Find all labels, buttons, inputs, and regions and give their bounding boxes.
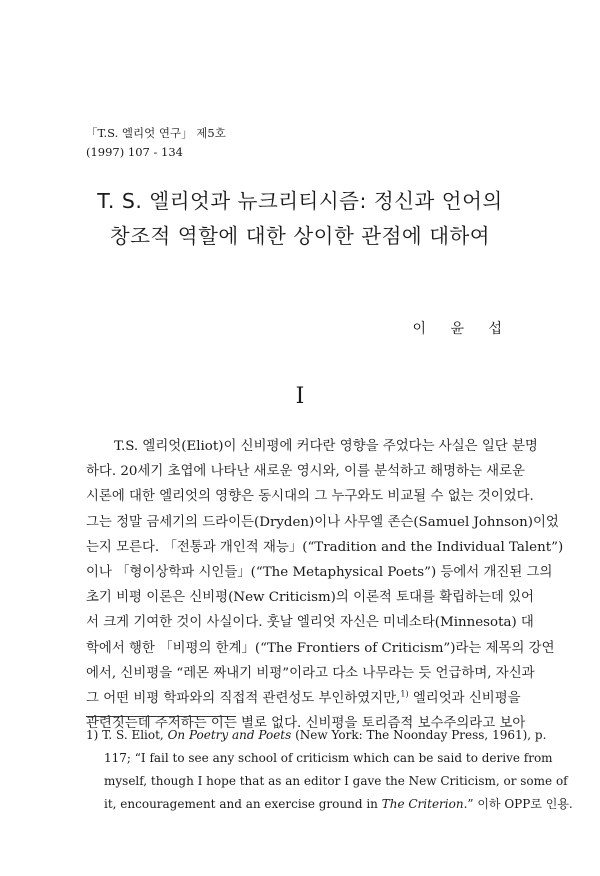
footnote-citation-note: .” 이하 OPP로 인용. (463, 797, 573, 811)
body-line: 서 크게 기여한 것이 사실이다. 훗날 엘리엇 자신은 미네소타(Minnesota) 대 (86, 615, 534, 631)
body-line: 에서, 신비평을 “레몬 짜내기 비평”이라고 다소 나무라는 듯 언급하며, 자신과 (86, 665, 535, 681)
footnote-quote-end: it, encouragement and an exercise ground in (104, 797, 382, 811)
footnote-divider (86, 716, 236, 717)
footnote-line-4 (86, 793, 573, 816)
footnote-marker[interactable]: 1) (400, 689, 409, 699)
journal-header (86, 124, 226, 162)
author-name: 이 윤 섭 (412, 321, 512, 337)
body-line: 시론에 대한 엘리엇의 영향은 동시대의 그 누구와도 비교될 수 없는 것이었다. (86, 489, 534, 505)
body-line-tail: 엘리엇과 신비평을 (408, 690, 521, 706)
section-heading: I (295, 384, 305, 409)
body-paragraph (86, 434, 564, 736)
footnote-line-2: 117; “I fail to see any school of criticism which can be said to derive from (104, 751, 553, 765)
body-line: 이나 「형이상학파 시인들」(“The Metaphysical Poets”) 등에서 개진된 그의 (86, 564, 553, 580)
body-line: 그는 정말 금세기의 드라이든(Dryden)이나 사무엘 존슨(Samuel Johnson)이었 (86, 514, 559, 530)
body-line-with-footnote (86, 686, 521, 711)
footnote-publication: (New York: The Noonday Press, 1961), p. (291, 728, 547, 742)
footnote-line-3: myself, though I hope that as an editor I gave the New Criticism, or some of (104, 774, 568, 788)
body-line: 초기 비평 이론은 신비평(New Criticism)의 이론적 토대를 확립하는데 있어 (86, 590, 534, 606)
body-line: T.S. 엘리엇(Eliot)이 신비평에 커다란 영향을 주었다는 사실은 일단 분명 (114, 439, 538, 454)
body-line: 학에서 행한 「비평의 한계」(“The Frontiers of Criticism”)라는 제목의 강연 (86, 640, 555, 656)
body-line: 하다. 20세기 초엽에 나타난 새로운 영시와, 이를 분석하고 해명하는 새로운 (86, 464, 525, 480)
body-line-text: 그 어떤 비평 학파와의 직접적 관련성도 부인하였지만, (86, 690, 401, 706)
footnote-author: T. S. Eliot, (102, 728, 168, 742)
footnote-book-title: On Poetry and Poets (167, 728, 292, 742)
title-line-1: T. S. 엘리엇과 뉴크리티시즘: 정신과 언어의 (97, 189, 503, 213)
paper-title (60, 184, 540, 254)
footnote-number: 1) (86, 728, 99, 742)
journal-name: 「T.S. 엘리엇 연구」 제5호 (86, 126, 226, 140)
body-line: 관련짓는데 주저하는 이는 별로 없다. 신비평을 토리즘적 보수주의라고 보아 (86, 716, 526, 732)
journal-pages: (1997) 107 - 134 (86, 145, 183, 159)
body-line: 는지 모른다. 「전통과 개인적 재능」(“Tradition and the Individual Talent”) (86, 539, 564, 555)
footnote-journal-title: The Criterion (381, 797, 464, 811)
title-line-2: 창조적 역할에 대한 상이한 관점에 대하여 (109, 224, 491, 248)
